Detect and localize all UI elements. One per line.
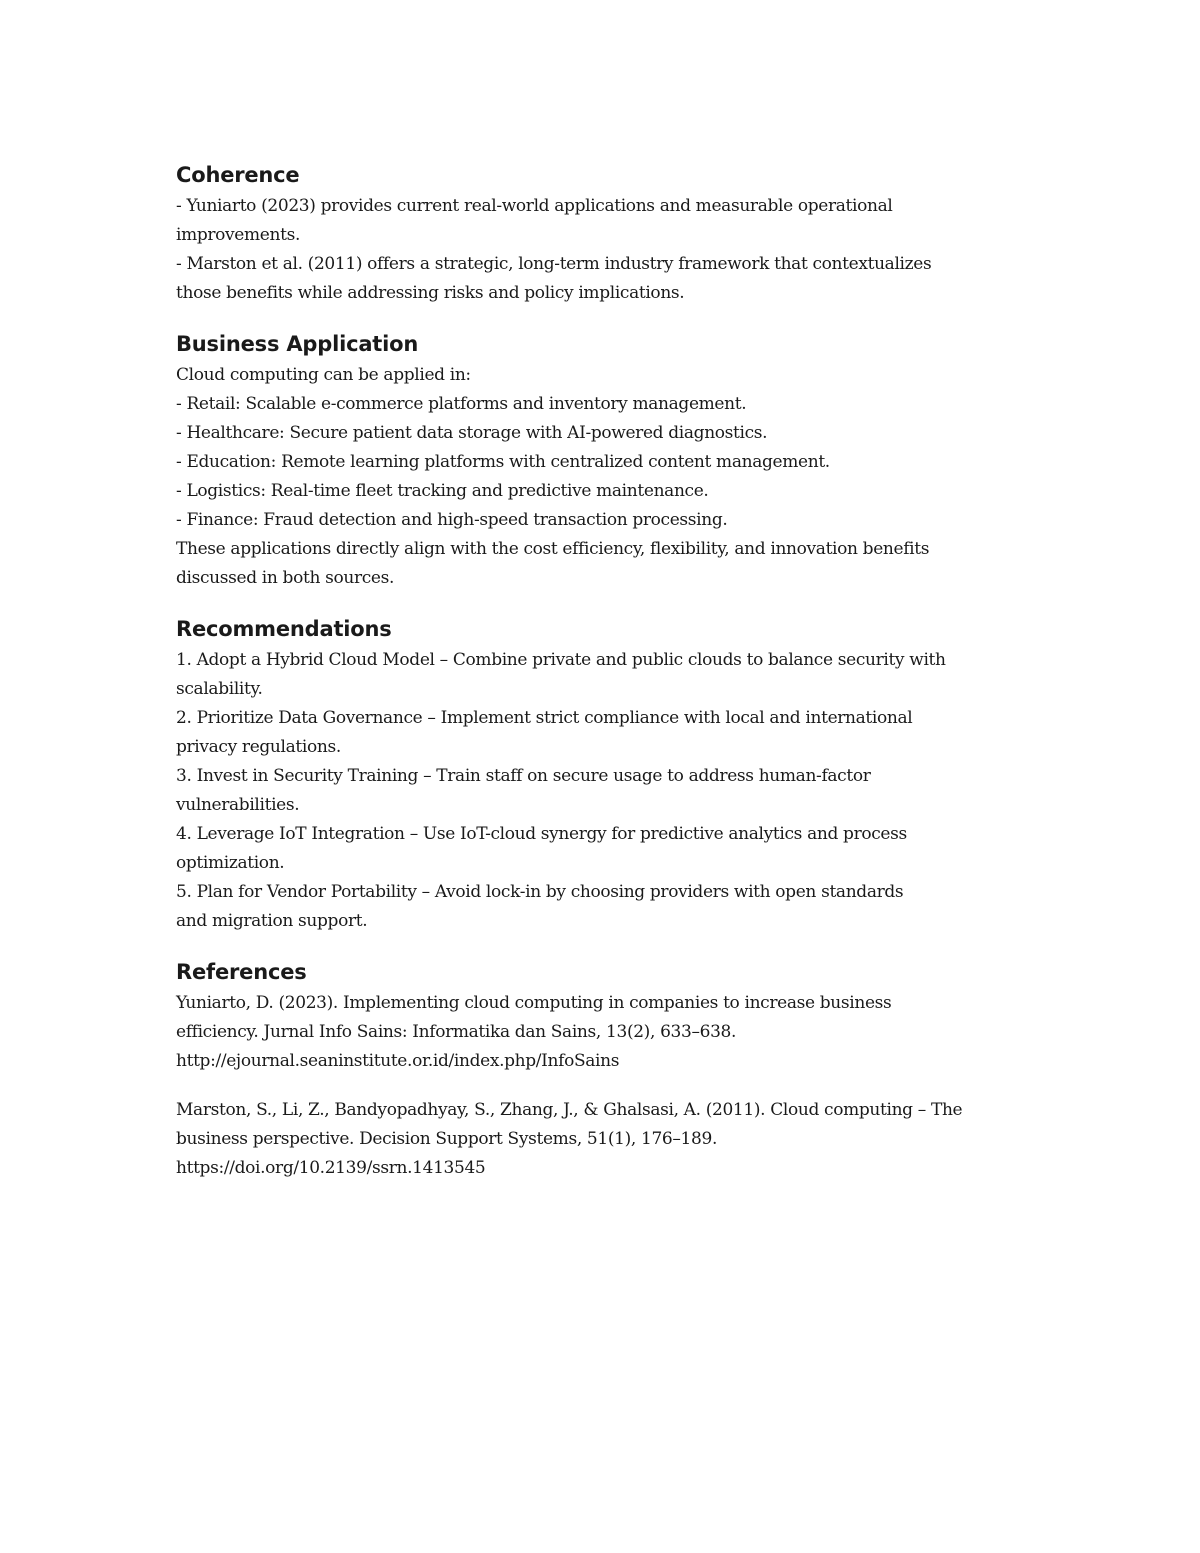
references-section	[176, 957, 1036, 1183]
document-body	[176, 160, 1036, 1183]
list-item: 5. Plan for Vendor Portability – Avoid lock-in by choosing providers with open standards	[176, 882, 904, 902]
reference-link[interactable]: https://doi.org/10.2139/ssrn.1413545	[176, 1158, 486, 1178]
paragraph-line: Cloud computing can be applied in:	[176, 365, 471, 385]
list-item: and migration support.	[176, 911, 368, 931]
reference-line: Marston, S., Li, Z., Bandyopadhyay, S., Zhang, J., & Ghalsasi, A. (2011). Cloud computing – The	[176, 1100, 963, 1120]
paragraph-line: These applications directly align with the cost efficiency, flexibility, and innovation benefits	[176, 539, 930, 559]
paragraph-line: - Marston et al. (2011) offers a strategic, long-term industry framework that contextualizes	[176, 254, 932, 274]
business-application-section	[176, 329, 1036, 593]
reference-entry	[176, 989, 1036, 1076]
coherence-section	[176, 160, 1036, 308]
list-item: 1. Adopt a Hybrid Cloud Model – Combine private and public clouds to balance security with	[176, 650, 946, 670]
reference-link[interactable]: http://ejournal.seaninstitute.or.id/index.php/InfoSains	[176, 1051, 620, 1071]
paragraph-line: those benefits while addressing risks and policy implications.	[176, 283, 685, 303]
section-heading: Coherence	[176, 163, 300, 187]
reference-entry	[176, 1096, 1036, 1183]
recommendations-section	[176, 614, 1036, 936]
list-item: 4. Leverage IoT Integration – Use IoT-cloud synergy for predictive analytics and process	[176, 824, 907, 844]
list-item: - Logistics: Real-time fleet tracking and predictive maintenance.	[176, 481, 709, 501]
list-item: - Healthcare: Secure patient data storage with AI-powered diagnostics.	[176, 423, 768, 443]
paragraph-line: - Yuniarto (2023) provides current real-world applications and measurable operational	[176, 196, 893, 216]
list-item: - Retail: Scalable e-commerce platforms and inventory management.	[176, 394, 747, 414]
list-item: optimization.	[176, 853, 285, 873]
section-heading: References	[176, 960, 307, 984]
list-item: 3. Invest in Security Training – Train staff on secure usage to address human-factor	[176, 766, 871, 786]
paragraph-line: discussed in both sources.	[176, 568, 395, 588]
paragraph-line: improvements.	[176, 225, 301, 245]
section-heading: Business Application	[176, 332, 419, 356]
reference-line: efficiency. Jurnal Info Sains: Informatika dan Sains, 13(2), 633–638.	[176, 1022, 737, 1042]
list-item: - Education: Remote learning platforms with centralized content management.	[176, 452, 830, 472]
list-item: vulnerabilities.	[176, 795, 300, 815]
reference-line: business perspective. Decision Support Systems, 51(1), 176–189.	[176, 1129, 717, 1149]
reference-spacer	[176, 1076, 1036, 1096]
list-item: scalability.	[176, 679, 263, 699]
reference-line: Yuniarto, D. (2023). Implementing cloud computing in companies to increase business	[176, 993, 892, 1013]
list-item: 2. Prioritize Data Governance – Implement strict compliance with local and international	[176, 708, 913, 728]
section-heading: Recommendations	[176, 617, 392, 641]
list-item: - Finance: Fraud detection and high-speed transaction processing.	[176, 510, 728, 530]
list-item: privacy regulations.	[176, 737, 341, 757]
